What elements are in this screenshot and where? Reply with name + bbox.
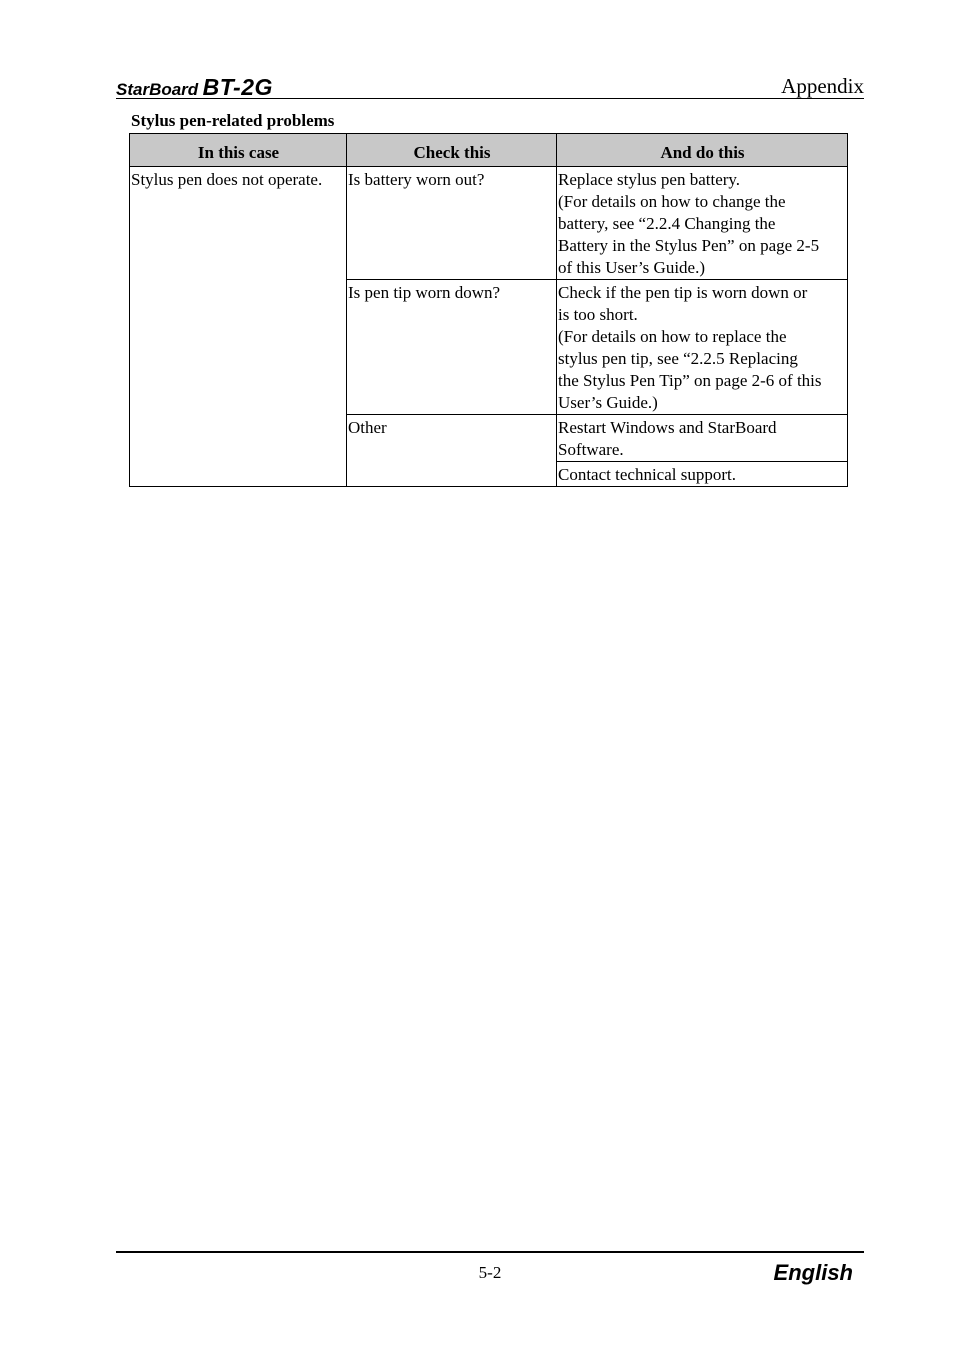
action-line: Replace stylus pen battery. (558, 170, 741, 189)
section-title: Appendix (781, 74, 864, 98)
section-heading: Stylus pen-related problems (131, 111, 335, 130)
troubleshooting-table (129, 133, 848, 487)
check-cell (347, 280, 557, 415)
table-row (130, 167, 848, 280)
action-line: Software. (558, 440, 624, 459)
action-line: stylus pen tip, see “2.2.5 Replacing (558, 349, 798, 368)
check-cell (347, 167, 557, 280)
action-line: User’s Guide.) (558, 393, 658, 412)
check-text: Is battery worn out? (348, 170, 485, 189)
check-text: Is pen tip worn down? (348, 283, 501, 302)
action-line: (For details on how to change the (558, 192, 786, 211)
language-label: English (773, 1260, 853, 1285)
action-line: of this User’s Guide.) (558, 258, 705, 277)
action-line: the Stylus Pen Tip” on page 2-6 of this (558, 371, 822, 390)
action-cell (557, 280, 848, 415)
column-header-action: And do this (557, 134, 848, 167)
check-text: Other (348, 418, 387, 437)
header-divider (116, 98, 864, 99)
case-cell (130, 167, 347, 487)
action-line: (For details on how to replace the (558, 327, 787, 346)
action-line: Check if the pen tip is worn down or (558, 283, 808, 302)
brand-name: StarBoard (116, 80, 199, 99)
action-line: is too short. (558, 305, 638, 324)
action-cell (557, 415, 848, 462)
action-cell (557, 167, 848, 280)
action-line: Battery in the Stylus Pen” on page 2-5 (558, 236, 820, 255)
model-name: BT-2G (202, 74, 273, 100)
footer-divider (116, 1251, 864, 1253)
check-cell (347, 415, 557, 487)
action-cell (557, 462, 848, 487)
column-header-case: In this case (130, 134, 347, 167)
action-line: Restart Windows and StarBoard (558, 418, 777, 437)
table-header-row (130, 134, 848, 167)
column-header-check: Check this (347, 134, 557, 167)
brand-logo (116, 74, 273, 101)
action-line: Contact technical support. (558, 465, 736, 484)
action-line: battery, see “2.2.4 Changing the (558, 214, 776, 233)
case-text: Stylus pen does not operate. (131, 170, 323, 189)
page-number: 5-2 (478, 1263, 502, 1282)
